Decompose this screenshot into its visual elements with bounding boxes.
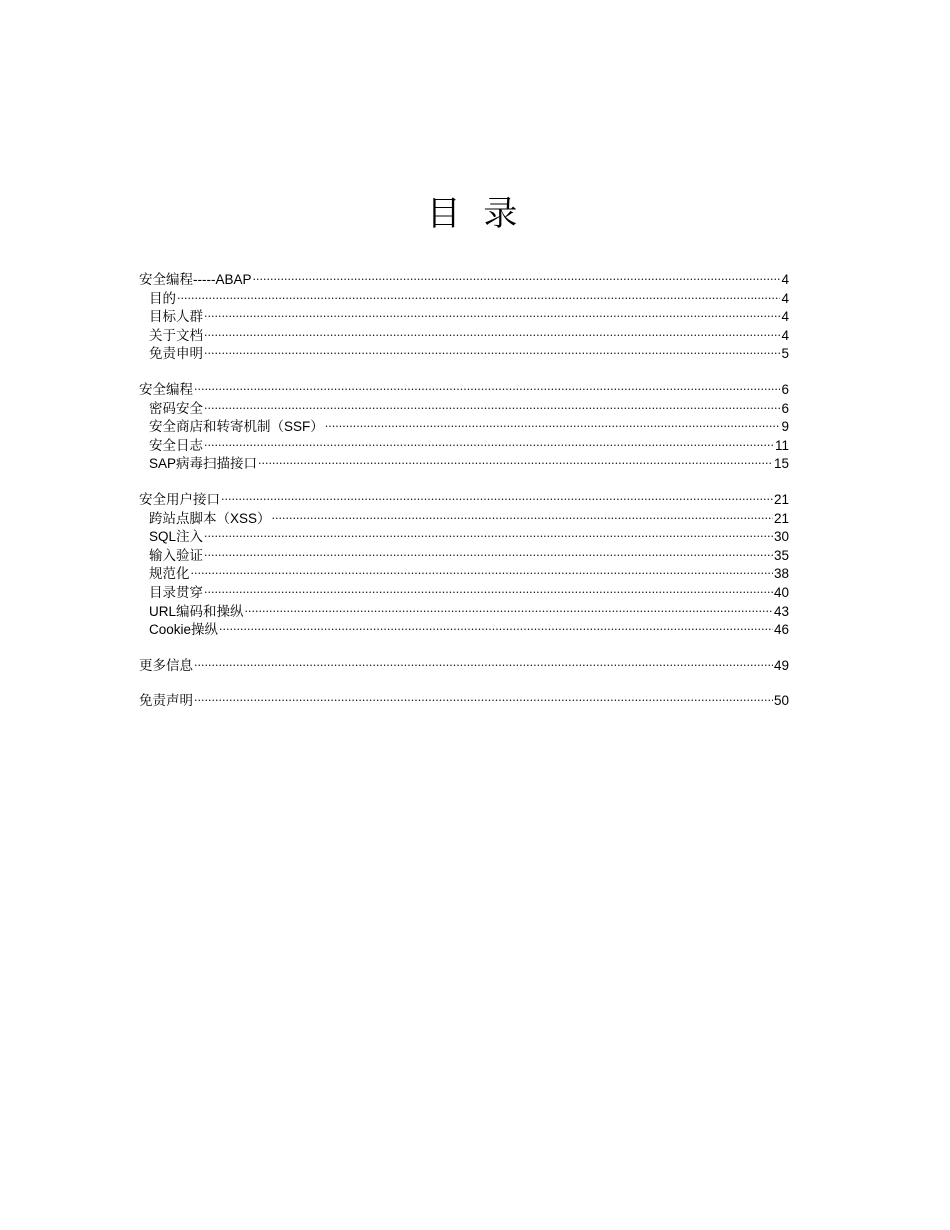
toc-entry-label: SQL注入 [149,529,204,545]
toc-entry[interactable] [139,603,789,622]
toc-entry-label: 安全编程 [139,381,193,397]
dot-leader [194,691,773,711]
toc-entry[interactable] [139,565,789,584]
table-of-contents [139,271,789,728]
toc-entry[interactable] [139,510,789,529]
toc-entry-label: 安全商店和转寄机制（SSF） [149,419,324,435]
toc-entry-page: 46 [773,622,789,638]
dot-leader [221,490,773,510]
toc-title: 目 录 [426,194,524,234]
dot-leader [194,656,773,676]
dot-leader [204,344,780,364]
dot-leader [194,380,780,400]
toc-entry-page: 50 [773,693,789,709]
toc-entry[interactable] [139,528,789,547]
toc-entry-heading[interactable] [139,657,789,676]
toc-entry[interactable] [139,308,789,327]
toc-entry-label: Cookie操纵 [149,622,219,638]
toc-entry-label: 免责申明 [149,346,203,362]
toc-entry-label: 安全日志 [149,437,203,453]
dot-leader [204,326,780,346]
toc-entry-label: 免责声明 [139,693,193,709]
toc-entry-label: 跨站点脚本（XSS） [149,510,271,526]
toc-entry-label: 安全用户接口 [139,491,220,507]
toc-entry-label: 目标人群 [149,309,203,325]
toc-entry-page: 30 [773,529,789,545]
toc-entry[interactable] [139,621,789,640]
dot-leader [204,527,773,547]
toc-entry[interactable] [139,290,789,309]
toc-entry-label: 目录贯穿 [149,584,203,600]
toc-entry-label: SAP病毒扫描接口 [149,456,258,472]
toc-section [139,657,789,676]
toc-entry[interactable] [139,547,789,566]
toc-entry-page: 9 [781,419,789,435]
dot-leader [204,436,774,456]
dot-leader [177,289,780,309]
dot-leader [325,417,781,437]
toc-entry[interactable] [139,584,789,603]
toc-entry-page: 49 [773,657,789,673]
toc-entry-heading[interactable] [139,692,789,711]
toc-entry-page: 21 [773,491,789,507]
toc-entry-page: 21 [773,510,789,526]
toc-entry[interactable] [139,455,789,474]
toc-section [139,692,789,711]
toc-entry-heading[interactable] [139,271,789,290]
toc-section [139,491,789,640]
toc-entry-label: 规范化 [149,566,190,582]
toc-entry-heading[interactable] [139,491,789,510]
toc-entry-label: URL编码和操纵 [149,603,244,619]
dot-leader [204,583,773,603]
toc-entry[interactable] [139,437,789,456]
toc-entry[interactable] [139,327,789,346]
toc-entry-label: 关于文档 [149,327,203,343]
toc-entry-page: 6 [781,381,789,397]
toc-entry-label: 更多信息 [139,657,193,673]
toc-entry-page: 4 [781,327,789,343]
dot-leader [204,546,773,566]
toc-entry-page: 15 [773,456,789,472]
toc-entry-page: 38 [773,566,789,582]
dot-leader [245,602,773,622]
toc-entry-label: 安全编程-----ABAP [139,272,252,287]
toc-entry-page: 5 [781,346,789,362]
dot-leader [204,307,780,327]
toc-entry-page: 6 [781,400,789,416]
dot-leader [204,399,780,419]
toc-entry-page: 35 [773,547,789,563]
toc-entry[interactable] [139,400,789,419]
dot-leader [219,620,773,640]
toc-entry-page: 4 [781,272,789,287]
toc-entry-label: 输入验证 [149,547,203,563]
dot-leader [258,454,773,474]
toc-entry[interactable] [139,345,789,364]
toc-entry-page: 40 [773,584,789,600]
dot-leader [253,270,781,290]
dot-leader [191,564,773,584]
dot-leader [272,509,773,529]
toc-entry-label: 目的 [149,290,176,306]
toc-entry-page: 11 [774,437,789,453]
toc-entry-page: 43 [773,603,789,619]
toc-section [139,381,789,474]
toc-entry-page: 4 [781,309,789,325]
toc-entry[interactable] [139,418,789,437]
toc-entry-label: 密码安全 [149,400,203,416]
toc-section [139,271,789,364]
toc-entry-page: 4 [781,290,789,306]
toc-entry-heading[interactable] [139,381,789,400]
